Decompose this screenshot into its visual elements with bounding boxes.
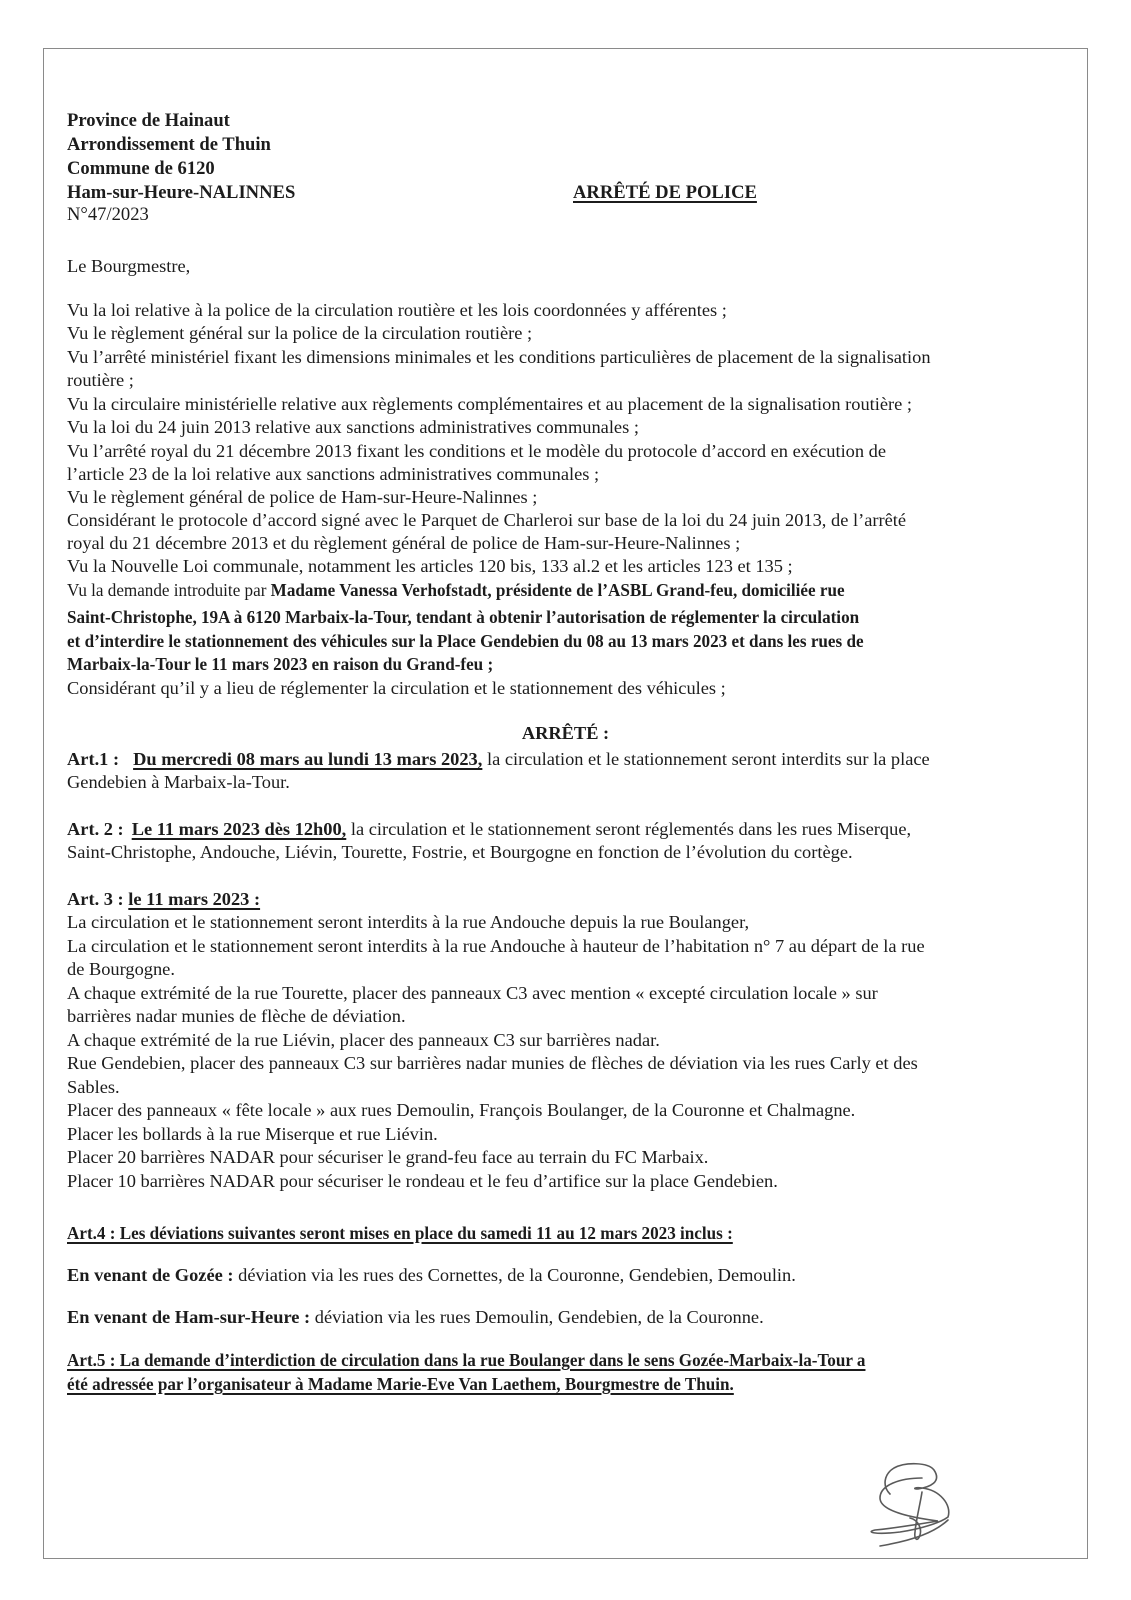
art3-line: A chaque extrémité de la rue Liévin, placer des panneaux C3 sur barrières nadar. xyxy=(67,1030,660,1050)
salutation: Le Bourgmestre, xyxy=(67,256,191,276)
art3-heading xyxy=(67,888,260,910)
preamble-line: royal du 21 décembre 2013 et du règlement général de police de Ham-sur-Heure-Nalinnes ; xyxy=(67,533,741,553)
preamble-line: Vu la loi relative à la police de la circulation routière et les lois coordonnées y afférentes ; xyxy=(67,300,727,320)
art4-gozee xyxy=(67,1264,796,1286)
art1-line-1 xyxy=(67,748,930,770)
preamble-line: Vu la loi du 24 juin 2013 relative aux sanctions administratives communales ; xyxy=(67,417,639,437)
art2-date: Le 11 mars 2023 dès 12h00, xyxy=(131,819,347,839)
art4-gozee-text: déviation via les rues des Cornettes, de la Couronne, Gendebien, Demoulin. xyxy=(233,1265,796,1285)
art4-ham xyxy=(67,1306,764,1328)
preamble-line: Vu l’arrêté ministériel fixant les dimensions minimales et les conditions particulières de placement de la signalisation xyxy=(67,347,931,367)
art2-text: la circulation et le stationnement seront réglementés dans les rues Miserque, xyxy=(346,819,912,839)
header-province: Province de Hainaut xyxy=(67,110,230,131)
art2-label: Art. 2 : xyxy=(67,819,124,839)
request-line-3: et d’interdire le stationnement des véhicules sur la Place Gendebien du 08 au 13 mars 2023 et dans les rues de xyxy=(67,631,864,651)
art1-date: Du mercredi 08 mars au lundi 13 mars 2023, xyxy=(133,749,483,769)
header-municipality: Ham-sur-Heure-NALINNES xyxy=(67,182,296,203)
page-border xyxy=(43,48,1088,1559)
art3-line: Placer les bollards à la rue Miserque et rue Liévin. xyxy=(67,1124,438,1144)
art3-line: Rue Gendebien, placer des panneaux C3 sur barrières nadar munies de flèches de déviation via les rues Carly et des xyxy=(67,1053,918,1073)
art3-line: barrières nadar munies de flèche de déviation. xyxy=(67,1006,406,1026)
preamble-line: l’article 23 de la loi relative aux sanctions administratives communales ; xyxy=(67,464,600,484)
decree-title: ARRÊTÉ : xyxy=(521,723,610,743)
art3-line: Placer des panneaux « fête locale » aux rues Demoulin, François Boulanger, de la Couronne et Chalmagne. xyxy=(67,1100,856,1120)
header-number: N°47/2023 xyxy=(67,204,149,225)
art4-ham-text: déviation via les rues Demoulin, Gendebien, de la Couronne. xyxy=(310,1307,764,1327)
art3-line: La circulation et le stationnement seront interdits à la rue Andouche depuis la rue Boulanger, xyxy=(67,912,750,932)
art3-line: La circulation et le stationnement seront interdits à la rue Andouche à hauteur de l’habitation n° 7 au départ de la rue xyxy=(67,936,925,956)
art1-text: la circulation et le stationnement seront interdits sur la place xyxy=(482,749,930,769)
art3-line: de Bourgogne. xyxy=(67,959,175,979)
preamble-line: Vu la Nouvelle Loi communale, notamment les articles 120 bis, 133 al.2 et les articles 123 et 135 ; xyxy=(67,556,793,576)
art2-line-1 xyxy=(67,818,911,840)
art5-line-2: été adressée par l’organisateur à Madame Marie-Eve Van Laethem, Bourgmestre de Thuin. xyxy=(67,1374,734,1394)
request-line-2: Saint-Christophe, 19A à 6120 Marbaix-la-Tour, tendant à obtenir l’autorisation de réglementer la circulation xyxy=(67,607,860,627)
document-title: ARRÊTÉ DE POLICE xyxy=(573,182,757,203)
art3-line: Sables. xyxy=(67,1077,120,1097)
request-applicant: Madame Vanessa Verhofstadt, présidente de l’ASBL Grand-feu, domiciliée rue xyxy=(270,580,845,600)
art2-line-2: Saint-Christophe, Andouche, Liévin, Tourette, Fostrie, et Bourgogne en fonction de l’évolution du cortège. xyxy=(67,842,853,862)
preamble-line: Vu l’arrêté royal du 21 décembre 2013 fixant les conditions et le modèle du protocole d’accord en exécution de xyxy=(67,441,887,461)
art4-gozee-label: En venant de Gozée : xyxy=(67,1265,234,1285)
preamble-line: routière ; xyxy=(67,370,134,390)
preamble-line: Considérant le protocole d’accord signé avec le Parquet de Charleroi sur base de la loi du 24 juin 2013, de l’arrêté xyxy=(67,510,907,530)
art3-line: Placer 20 barrières NADAR pour sécuriser le grand-feu face au terrain du FC Marbaix. xyxy=(67,1147,709,1167)
header-commune: Commune de 6120 xyxy=(67,158,215,179)
request-line-1 xyxy=(67,579,845,601)
preamble-line: Vu la circulaire ministérielle relative aux règlements complémentaires et au placement de la signalisation routière ; xyxy=(67,394,913,414)
art3-line: Placer 10 barrières NADAR pour sécuriser le rondeau et le feu d’artifice sur la place Gendebien. xyxy=(67,1171,778,1191)
art3-line: A chaque extrémité de la rue Tourette, placer des panneaux C3 avec mention « excepté circulation locale » sur xyxy=(67,983,878,1003)
art4-ham-label: En venant de Ham-sur-Heure : xyxy=(67,1307,311,1327)
art5-line-1: Art.5 : La demande d’interdiction de circulation dans la rue Boulanger dans le sens Gozée-Marbaix-la-Tour a xyxy=(67,1350,866,1370)
signature-icon xyxy=(860,1440,970,1550)
preamble-line: Vu le règlement général sur la police de la circulation routière ; xyxy=(67,323,533,343)
art1-line-2: Gendebien à Marbaix-la-Tour. xyxy=(67,772,290,792)
request-line-4: Marbaix-la-Tour le 11 mars 2023 en raison du Grand-feu ; xyxy=(67,654,494,674)
art4-title: Art.4 : Les déviations suivantes seront mises en place du samedi 11 au 12 mars 2023 inclus : xyxy=(67,1223,733,1243)
art1-label: Art.1 : xyxy=(67,749,120,769)
preamble-line: Vu le règlement général de police de Ham-sur-Heure-Nalinnes ; xyxy=(67,487,538,507)
header-arrondissement: Arrondissement de Thuin xyxy=(67,134,271,155)
request-intro: Vu la demande introduite par xyxy=(67,580,271,600)
art3-label: Art. 3 : xyxy=(67,889,124,909)
art3-date: le 11 mars 2023 : xyxy=(128,889,261,909)
considering-line: Considérant qu’il y a lieu de réglementer la circulation et le stationnement des véhicules ; xyxy=(67,678,726,698)
